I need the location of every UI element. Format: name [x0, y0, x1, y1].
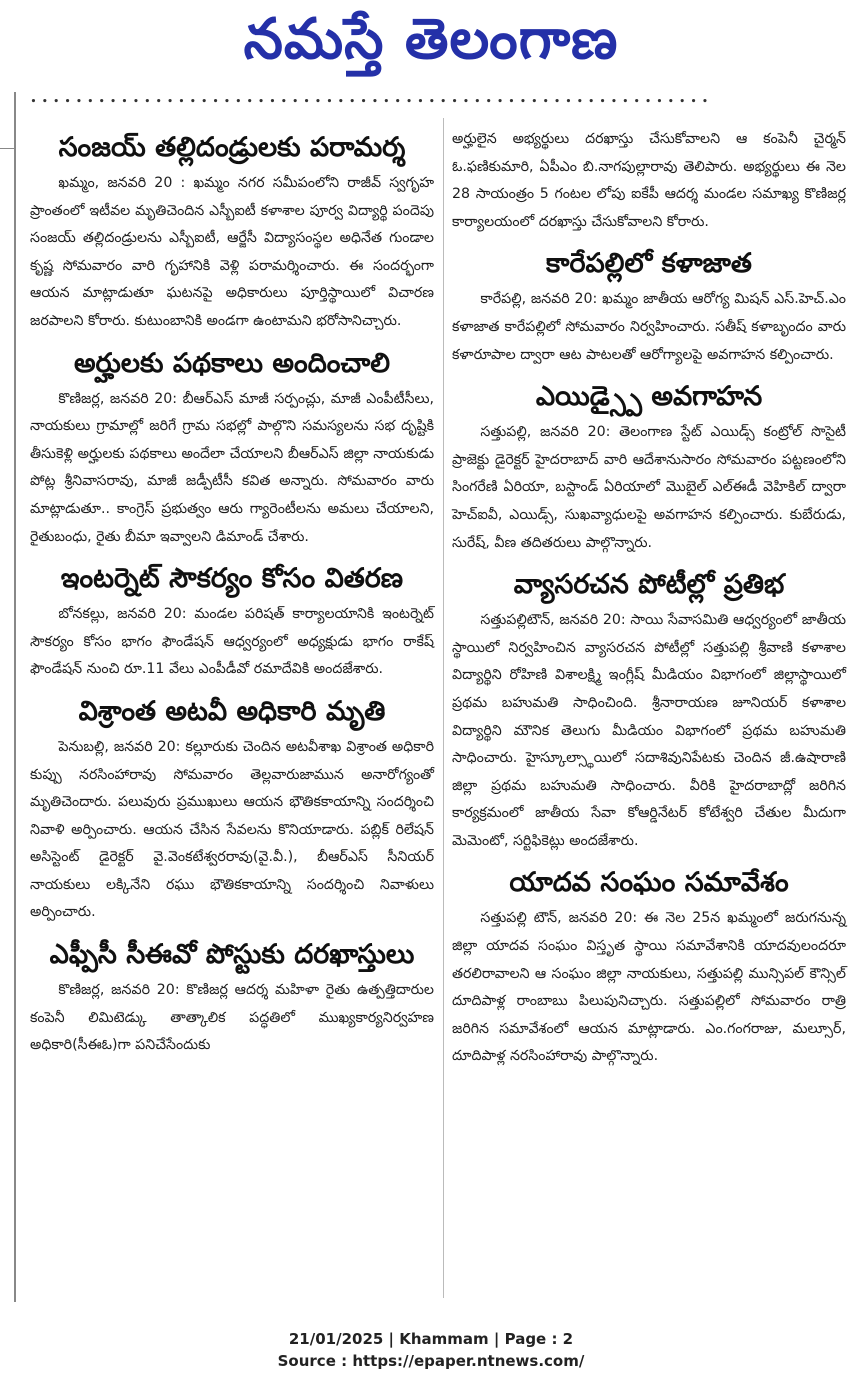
article-headline: ఇంటర్నెట్ సౌకర్యం కోసం వితరణ — [60, 563, 404, 595]
article-forest-officer — [30, 690, 434, 927]
article-body: ఖమ్మం, జనవరి 20 : ఖమ్మం నగర సమీపంలోని రాజీవ్ స్వగృహ ప్రాంతంలో ఇటీవల మృతిచెందిన ఎస్బీఐటీ కళాశాల పూర్వ విద్యార్థి పందెపు సంజయ్ తల్లిదండ్రులను ఎస్బీఐటీ, ఆర్జేసీ విద్యాసంస్థల అధినేత గుండాల కృష్ణ సోమవారం వారి గృహానికి వెళ్లి పరామర్శించారు. ఈ సందర్భంగా ఆయన మాట్లాడుతూ ఘటనపై అధికారులు పూర్తిస్థాయిలో విచారణ జరపాలని కోరారు. కుటుంబానికి అండగా ఉంటామని భరోసానిచ్చారు. — [30, 175, 434, 329]
article-sanjay — [30, 126, 434, 336]
edition-info: 21/01/2025 | Khammam | Page : 2 — [288, 1330, 574, 1348]
column-divider — [443, 118, 444, 1298]
article-body: సత్తుపల్లి టౌన్, జనవరి 20: ఈ నెల 25న ఖమ్మంలో జరుగనున్న జిల్లా యాదవ సంఘం విస్తృత స్థాయి సమావేశానికి యాదవులందరూ తరలిరావాలని ఆ సంఘం జిల్లా నాయకులు, సత్తుపల్లి మున్సిపల్ కౌన్సిల్ దూదిపాళ్ల రాంబాబు పిలుపునిచ్చారు. సత్తుపల్లిలో సోమవారం రాత్రి జరిగిన సమావేశంలో ఆయన మాట్లాడారు. ఎం.గంగరాజు, మల్సూర్, దూదిపాళ్ల నరసింహారావు పాల్గొన్నారు. — [452, 910, 846, 1065]
clipped-text-strip: ∙ ∙ ∙ ∙ ∙ ∙ ∙ ∙ ∙ ∙ ∙ ∙ ∙ ∙ ∙ ∙ ∙ ∙ ∙ ∙ ∙ ∙ ∙ ∙ ∙ ∙ ∙ ∙ ∙ ∙ ∙ ∙ ∙ ∙ ∙ ∙ ∙ ∙ ∙ ∙ ∙ ∙ ∙ ∙ ∙ ∙ ∙ ∙ ∙ ∙ ∙ ∙ ∙ ∙ ∙ ∙ ∙ ∙ ∙ ∙ — [30, 94, 709, 107]
article-schemes — [30, 342, 434, 552]
article-headline: ఎఫ్పీసీ సీఈవో పోస్టుకు దరఖాస్తులు — [49, 939, 415, 971]
article-body: అర్హులైన అభ్యర్థులు దరఖాస్తు చేసుకోవాలని ఆ కంపెనీ చైర్మన్ ఓ.ఫణికుమారి, ఏపీఎం బి.నాగపుల్లారావు తెలిపారు. అభ్యర్థులు ఈ నెల 28 సాయంత్రం 5 గంటల లోపు ఐకేపీ ఆదర్శ మండల సమాఖ్య కొణిజర్ల కార్యాలయంలో దరఖాస్తు చేసుకోవాలని కోరారు. — [452, 131, 846, 230]
right-column — [452, 126, 846, 1077]
left-margin-tick — [0, 148, 14, 149]
masthead-logo: నమస్తే తెలంగాణ — [243, 7, 619, 72]
article-internet-donation — [30, 557, 434, 684]
article-fpc-ceo — [30, 933, 434, 1060]
article-headline: యాదవ సంఘం సమావేశం — [509, 867, 789, 899]
article-body: సత్తుపల్లిటౌన్, జనవరి 20: సాయి సేవాసమితి ఆధ్వర్యంలో జాతీయ స్థాయిలో నిర్వహించిన వ్యాసరచన పోటీల్లో సత్తుపల్లి శ్రీవాణి కళాశాల విద్యార్థిని రోహిణి విశాలక్ష్మి ఇంగ్లీష్ మీడియం విభాగంలో జిల్లాస్థాయిలో ప్రథమ బహుమతి సాధించింది. శ్రీనారాయణ జూనియర్ కళాశాల విద్యార్థిని మౌనిక తెలుగు మీడియం విభాగంలో ప్రథమ బహుమతి సాధించారు. హైస్కూల్స్థాయిలో సదాశివునిపేటకు చెందిన జీ.ఉషారాణి జిల్లా ప్రథమ బహుమతి సాధించారు. వీరికి హైదరాబాద్లో జరిగిన కార్యక్రమంలో జాతీయ సేవా కోఆర్డినేటర్ కోటేశ్వరి చేతుల మీదుగా మెమెంటో, సర్టిఫికెట్లు అందజేశారు. — [452, 612, 846, 849]
article-body: పెనుబల్లి, జనవరి 20: కల్లూరుకు చెందిన అటవీశాఖ విశ్రాంత అధికారి కుప్పు నరసింహారావు సోమవారం తెల్లవారుజామున అనారోగ్యంతో మృతిచెందారు. పలువురు ప్రముఖులు ఆయన భౌతికకాయాన్ని సందర్శించి నివాళి అర్పించారు. ఆయన చేసిన సేవలను కొనియాడారు. పబ్లిక్ రిలేషన్ అసిస్టెంట్ డైరెక్టర్ వై.వెంకటేశ్వరరావు(వై.వీ.), బీఆర్ఎస్ సీనియర్ నాయకులు లక్కినేని రఘు భౌతికకాయాన్ని సందర్శించి నివాళులు అర్పించారు. — [30, 738, 434, 921]
source-link[interactable]: Source : https://epaper.ntnews.com/ — [277, 1352, 585, 1370]
article-aids-awareness — [452, 375, 846, 557]
article-headline: వ్యాసరచన పోటీల్లో ప్రతిభ — [513, 569, 785, 601]
article-headline: ఎయిడ్స్పై అవగాహన — [535, 381, 763, 413]
article-headline: అర్హులకు పథకాలు అందించాలి — [73, 347, 391, 379]
article-headline: విశ్రాంత అటవీ అధికారి మృతి — [78, 695, 386, 727]
article-headline: కారేపల్లిలో కళాజాత — [546, 248, 752, 280]
left-margin-rule — [14, 92, 16, 1302]
article-body: కారేపల్లి, జనవరి 20: ఖమ్మం జాతీయ ఆరోగ్య మిషన్ ఎస్.హెచ్.ఎం కళాజాత కారేపల్లిలో సోమవారం నిర్వహించారు. సతీష్ కళాబృందం వారు కళారూపాల ద్వారా ఆట పాటలతో ఆరోగ్యాలపై అవగాహన కల్పించారు. — [452, 291, 846, 363]
article-essay-competition — [452, 563, 846, 855]
masthead — [0, 0, 862, 80]
article-body: కొణిజర్ల, జనవరి 20: బీఆర్ఎస్ మాజీ సర్పంచ్లు, మాజీ ఎంపీటీసీలు, నాయకులు గ్రామాల్లో జరిగే గ్రామ సభల్లో పాల్గొని సమస్యలను సభ దృష్టికి తీసుకెళ్లి అర్హులకు పథకాలు అందేలా చేయాలని బీఆర్ఎస్ జిల్లా నాయకుడు పోట్ల శ్రీనివాసరావు, మాజీ జడ్పీటీసీ కవిత అన్నారు. సోమవారం వారు మాట్లాడుతూ.. కాంగ్రెస్ ప్రభుత్వం ఆరు గ్యారెంటీలను అమలు చేయాలని, రైతుబంధు, రైతు బీమా ఇవ్వాలని డిమాండ్ చేశారు. — [30, 390, 434, 545]
article-body: కొణిజర్ల, జనవరి 20: కొణిజర్ల ఆదర్శ మహిళా రైతు ఉత్పత్తిదారుల కంపెనీ లిమిటెడ్కు తాత్కాలిక పద్ధతిలో ముఖ్యకార్యనిర్వహణ అధికారి(సీఈఓ)గా పనిచేసేందుకు — [30, 982, 434, 1054]
article-body: సత్తుపల్లి, జనవరి 20: తెలంగాణ స్టేట్ ఎయిడ్స్ కంట్రోల్ సొసైటీ ప్రాజెక్టు డైరెక్టర్ హైదరాబాద్ వారి ఆదేశానుసారం సోమవారం పట్టణంలోని సింగరేణి ఏరియా, బస్టాండ్ ఏరియాలో మొబైల్ ఎల్ఈడీ వెహికిల్ ద్వారా హెచ్ఐవీ, ఎయిడ్స్, సుఖవ్యాధులపై అవగాహన కల్పించారు. కుబేరుడు, సురేష్, వీణ తదితరులు పాల్గొన్నారు. — [452, 424, 846, 551]
article-headline: సంజయ్ తల్లిదండ్రులకు పరామర్శ — [58, 132, 406, 163]
article-body: బోనకల్లు, జనవరి 20: మండల పరిషత్ కార్యాలయానికి ఇంటర్నెట్ సౌకర్యం కోసం భాగం ఫౌండేషన్ ఆధ్వర్యంలో అధ్యక్షుడు భాగం రాకేష్ ఫౌండేషన్ నుంచి రూ.11 వేలు ఎంపీడీవో రమాదేవికి అందజేశారు. — [30, 606, 434, 678]
left-column — [30, 126, 434, 1066]
article-kalajatha — [452, 242, 846, 369]
page-footer — [0, 1328, 862, 1372]
article-fpc-ceo-continued — [452, 126, 846, 236]
article-yadava-meeting — [452, 861, 846, 1071]
